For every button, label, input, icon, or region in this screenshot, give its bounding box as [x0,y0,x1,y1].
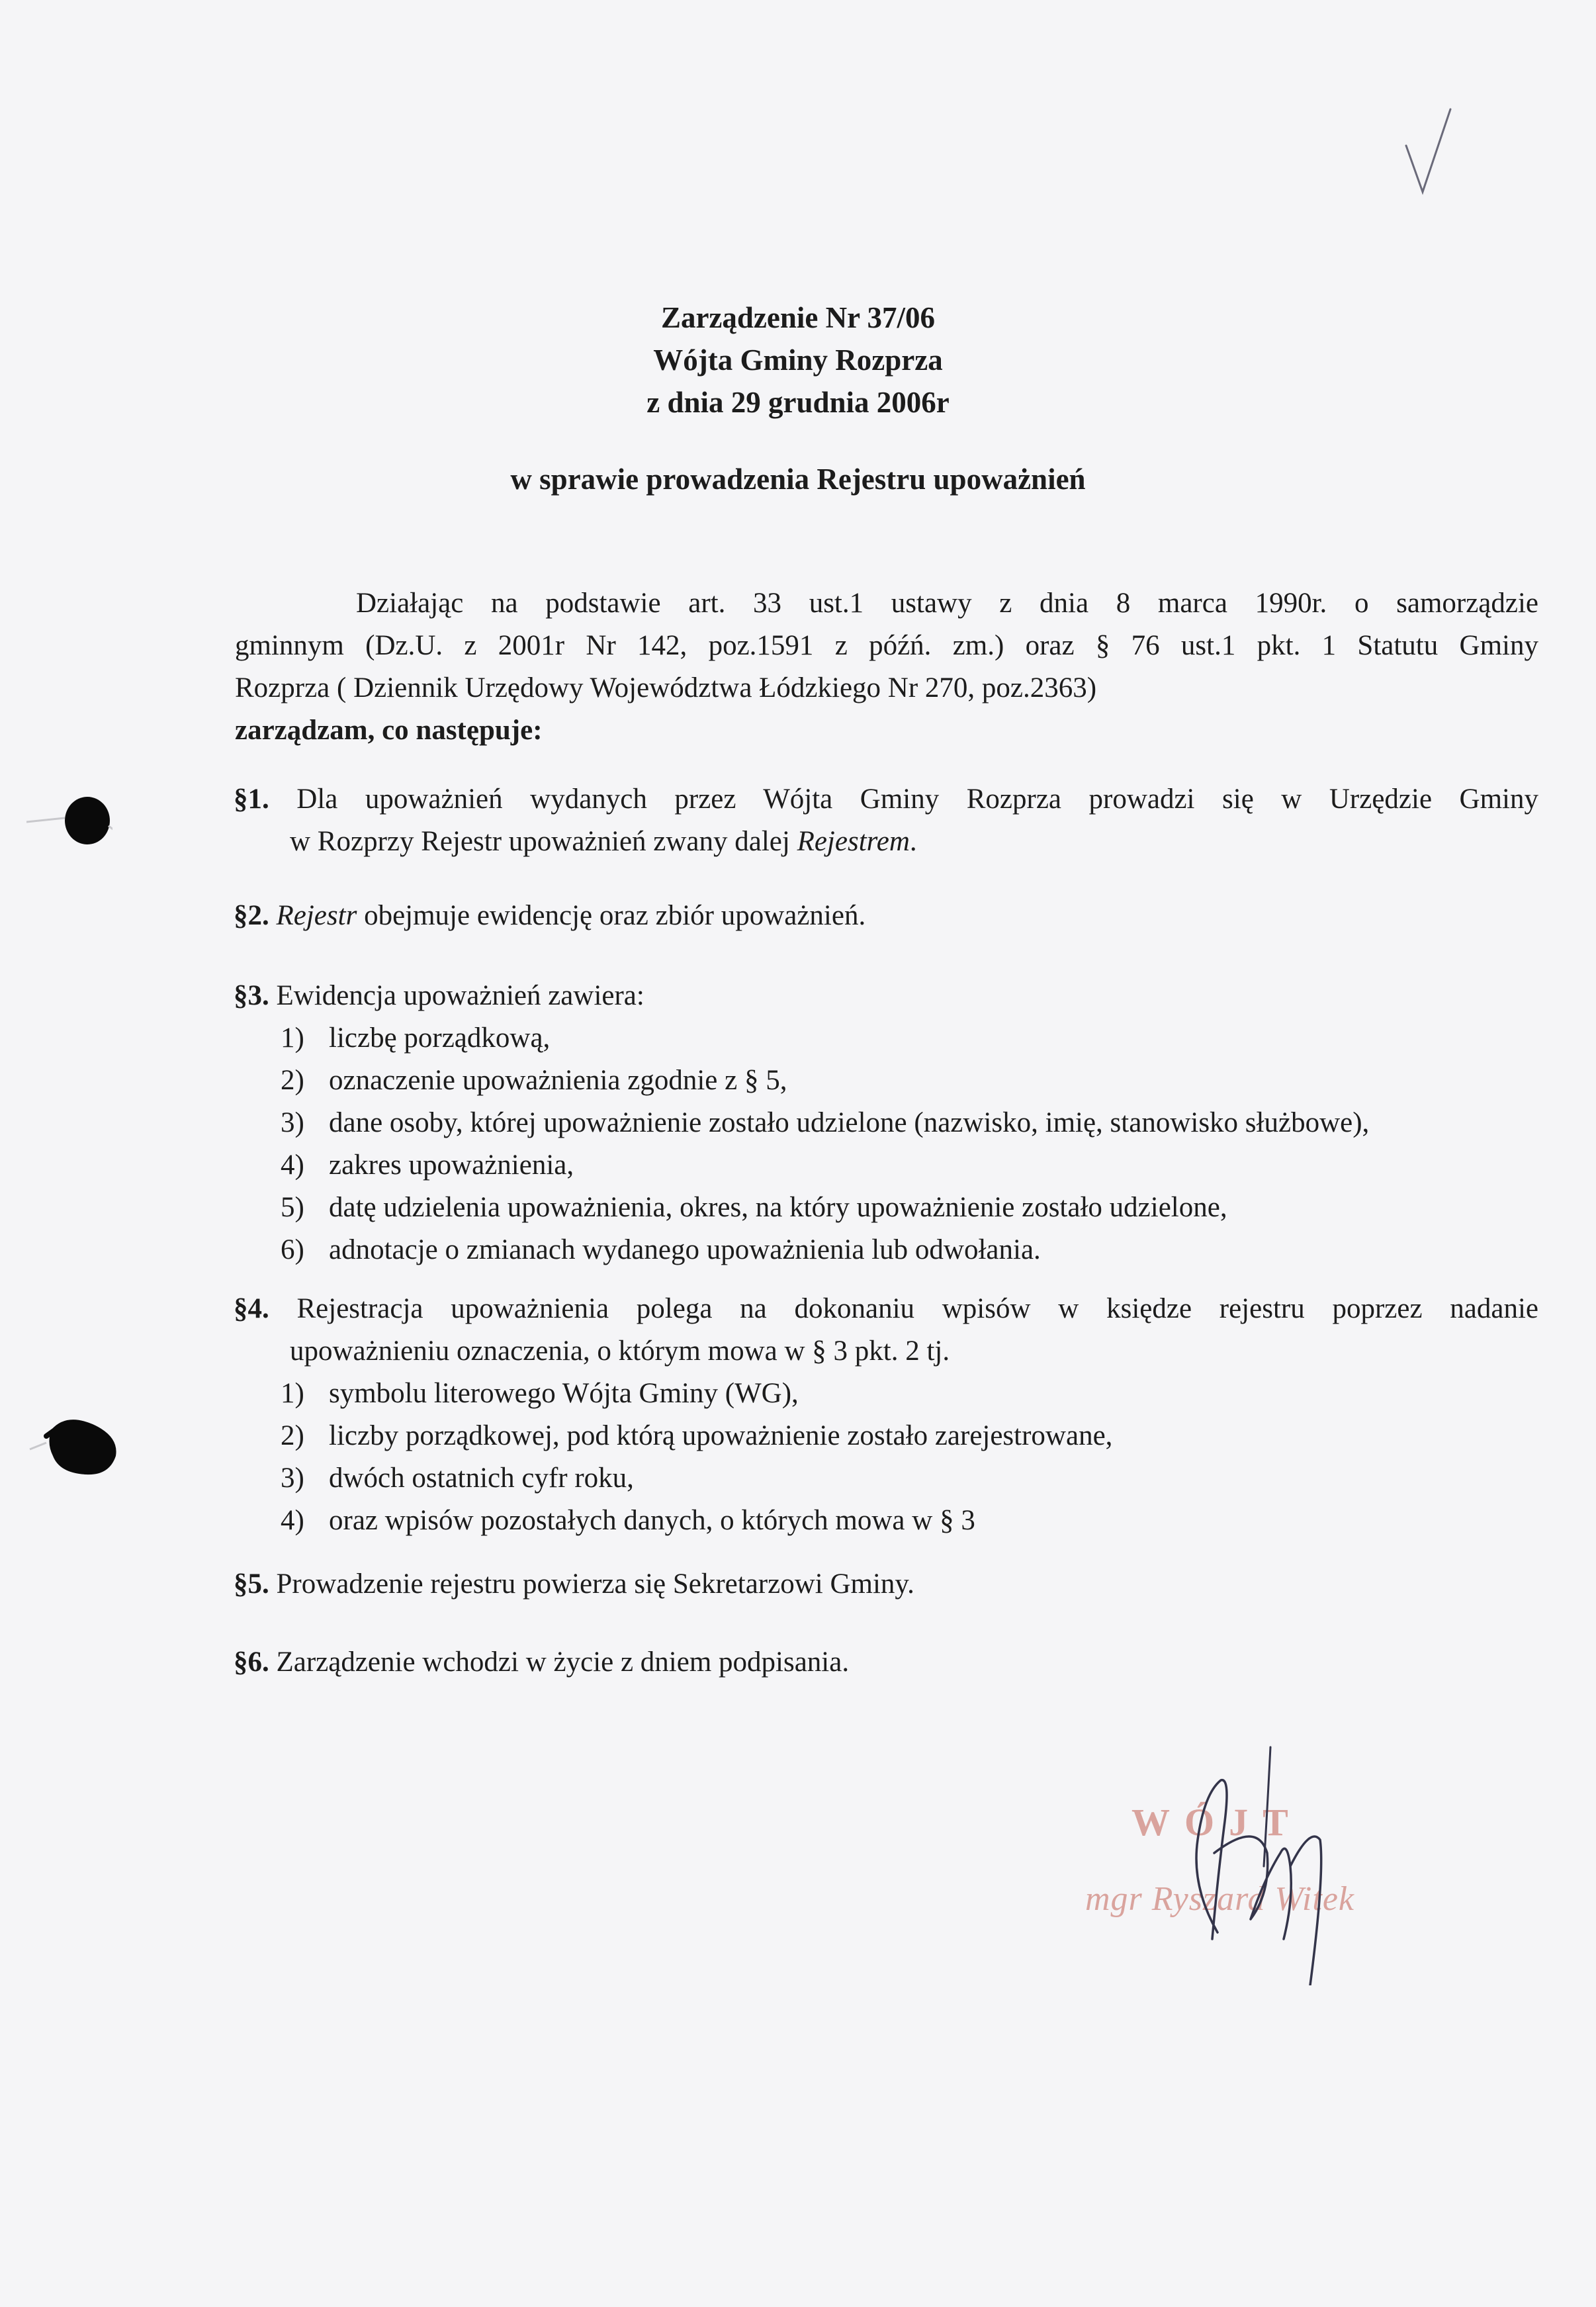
list-item-number: 3) [281,1107,304,1138]
list-item-text: oznaczenie upoważnienia zgodnie z § 5, [329,1065,787,1096]
check-mark-annotation [1403,106,1456,199]
section-3 [234,975,1538,1271]
section-3-intro: Ewidencja upoważnień zawiera: [269,980,644,1011]
preamble-line-1: Działając na podstawie art. 33 ust.1 ustawy z dnia 8 marca 1990r. o samorządzie [356,588,1538,619]
section-4-line-1: Rejestracja upoważnienia polega na dokonaniu wpisów w księdze rejestru poprzez nadanie [269,1293,1538,1324]
list-item-text: adnotacje o zmianach wydanego upoważnienia lub odwołania. [329,1234,1041,1265]
list-item-text: oraz wpisów pozostałych danych, o których mowa w § 3 [329,1505,975,1536]
preamble-line-3: Rozprza ( Dziennik Urzędowy Województwa Łódzkiego Nr 270, poz.2363) [235,672,1097,703]
section-1-emphasis: Rejestrem [797,826,910,857]
section-number: §6. [234,1647,269,1678]
list-item [234,1457,1538,1500]
section-5-text: Prowadzenie rejestru powierza się Sekretarzowi Gminy. [269,1568,914,1600]
section-4 [234,1288,1538,1542]
handwritten-signature [1151,1721,1350,1985]
list-item-number: 2) [281,1065,304,1096]
stamp-title: WÓJT [1131,1801,1303,1844]
section-4-line-2: upoważnieniu oznaczenia, o którym mowa w § 3 pkt. 2 tj. [290,1335,950,1367]
title-line-3: z dnia 29 grudnia 2006r [646,386,950,419]
list-item [234,1373,1538,1415]
list-item-text: zakres upoważnienia, [329,1150,574,1181]
title-line-2: Wójta Gminy Rozprza [653,343,943,377]
list-item-number: 4) [281,1505,304,1536]
section-number: §2. [234,900,269,931]
list-item-number: 1) [281,1378,304,1409]
section-1-period: . [909,826,917,857]
document-title [0,296,1596,424]
list-item [234,1144,1538,1187]
list-item-text: datę udzielenia upoważnienia, okres, na który upoważnienie zostało udzielone, [329,1192,1227,1223]
section-4-list [234,1373,1538,1542]
section-1-line-2 [234,821,1538,863]
punch-hole-bottom [26,1410,126,1482]
list-item-text: dane osoby, której upoważnienie zostało udzielone (nazwisko, imię, stanowisko służbowe), [329,1107,1370,1138]
stamp-name: mgr Ryszard Witek [1085,1880,1354,1918]
section-1-line-1: Dla upoważnień wydanych przez Wójta Gminy Rozprza prowadzi się w Urzędzie Gminy [296,784,1538,815]
preamble-closing: zarządzam, co następuje: [235,715,543,746]
preamble-line-2: gminnym (Dz.U. z 2001r Nr 142, poz.1591 z późń. zm.) oraz § 76 ust.1 pkt. 1 Statutu Gminy [235,630,1538,661]
section-3-list [234,1017,1538,1271]
preamble [235,582,1538,752]
document-subject: w sprawie prowadzenia Rejestru upoważnień [510,463,1086,496]
section-2-emphasis: Rejestr [276,900,357,931]
section-number: §1. [234,784,269,815]
section-2 [234,895,1538,937]
section-number: §4. [234,1293,269,1324]
list-item-number: 2) [281,1420,304,1451]
list-item-text: liczby porządkowej, pod którą upoważnienie zostało zarejestrowane, [329,1420,1113,1451]
list-item-text: symbolu literowego Wójta Gminy (WG), [329,1378,799,1409]
section-6 [234,1641,1538,1684]
title-line-1: Zarządzenie Nr 37/06 [660,301,936,334]
list-item-number: 1) [281,1022,304,1054]
section-5 [234,1563,1538,1606]
section-number: §3. [234,980,269,1011]
list-item-number: 4) [281,1150,304,1181]
list-item-number: 3) [281,1463,304,1494]
list-item-number: 6) [281,1234,304,1265]
list-item [234,1102,1538,1144]
list-item [234,1500,1538,1542]
list-item [234,1415,1538,1457]
punch-hole-top [26,788,112,854]
list-item-number: 5) [281,1192,304,1223]
section-number: §5. [234,1568,269,1600]
list-item [234,1017,1538,1060]
list-item-text: dwóch ostatnich cyfr roku, [329,1463,634,1494]
list-item [234,1187,1538,1229]
section-6-text: Zarządzenie wchodzi w życie z dniem podpisania. [269,1647,850,1678]
list-item [234,1060,1538,1102]
section-1-text: w Rozprzy Rejestr upoważnień zwany dalej [290,826,797,857]
section-2-text: obejmuje ewidencję oraz zbiór upoważnień. [357,900,866,931]
section-1 [234,778,1538,863]
list-item [234,1229,1538,1271]
list-item-text: liczbę porządkową, [329,1022,551,1054]
